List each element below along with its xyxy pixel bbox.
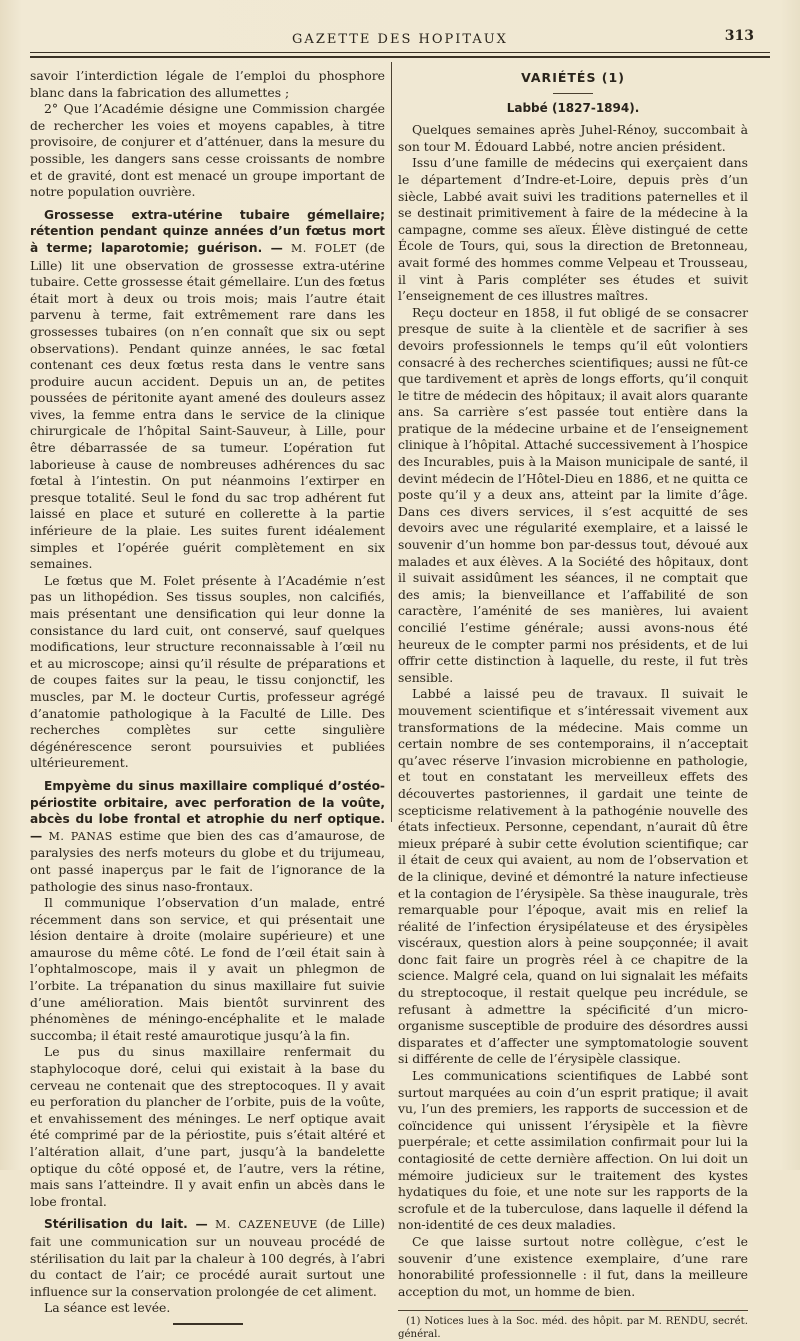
article-title: Empyème du sinus maxillaire compliqué d’ostéo-périostite orbitaire, avec perforation de la voûte, abcès du lobe frontal et atrophie du nerf optique. — bbox=[30, 778, 385, 843]
article-text: (de Lille) lit une observation de grossesse extra-utérine tubaire. Cette grossesse était gémellaire. L’un des fœtus était mort à deux ou trois mois; mais l’autre était parvenu à terme, fait extrêmement rare dans les grossesses tubaires (on n’en connaît que six ou sept observations). Pendant quinze années, le sac fœtal contenant ces deux fœtus resta dans le ventre sans produire aucun accident. Depuis un an, de petites poussées de péritonite ayant amené des douleurs assez vives, la femme entra dans le service de la clinique chirurgicale de l’hôpital Saint-Sauveur, à Lille, pour être débarrassée de sa tumeur. L’opération fut laborieuse à cause de nombreuses adhérences du sac fœtal à l’intestin. On put néanmoins l’extirper en presque totalité. Seul le fond du sac trop adhérent fut laissé en place et suturé en collerette à la partie inférieure de la plaie. Les suites furent idéalement simples et l’opérée guérit complètement en six semaines. bbox=[30, 239, 386, 572]
article-text: (de Lille) fait une communication sur un nouveau procédé de stérilisation du lait par la chaleur à 100 degrés, à l’abri du contact de l’air; ce procédé aurait surtout une influence sur la conservation prolongée de cet aliment. bbox=[30, 1216, 385, 1299]
column-divider bbox=[391, 62, 392, 822]
footnote-rule bbox=[398, 1310, 748, 1311]
article-empyeme bbox=[30, 778, 385, 895]
section-rule bbox=[553, 93, 593, 94]
page-number: 313 bbox=[724, 28, 754, 44]
article-paragraph: Il communique l’observation d’un malade, entré récemment dans son service, et qui présentait une lésion dentaire à droite (molaire supérieure) et une amaurose du même côté. Le fond de l’œil était sain à l’ophtalmoscope, mais il y avait un phlegmon de l’orbite. La trépanation du sinus maxillaire fut suivie d’une amélioration. Mais bientôt survinrent des phénomènes de méningo-encéphalite et le malade succomba; il était resté amaurotique jusqu’à la fin. bbox=[30, 895, 385, 1043]
left-column bbox=[30, 68, 385, 1325]
article-text: estime que bien des cas d’amaurose, de paralysies des nerfs moteurs du globe et du trijumeau, ont passé inaperçus par le fait de l’ignorance de la pathologie des sinus naso-frontaux. bbox=[30, 827, 385, 894]
obituary-paragraph: Ce que laisse surtout notre collègue, c’est le souvenir d’une existence exemplaire, d’une rare honorabilité professionnelle : il fut, dans la meilleure acception du mot, un homme de bien. bbox=[398, 1233, 748, 1299]
right-column bbox=[398, 68, 748, 1341]
obituary-paragraph: Labbé a laissé peu de travaux. Il suivait le mouvement scientifique et s’intéressait vivement aux transformations de la médecine. Mais comme un certain nombre de ses contemporains, il n’acceptait qu’avec réserve l’invasion microbienne en pathologie, et tout en constatant les merveilleux effets des découvertes pastoriennes, il gardait une teinte de scepticisme relativement à la pathogénie nouvelle des états infectieux. Personne, cependant, n’aurait dû être mieux préparé à subir cette évolution scientifique; car il était de ceux qui avaient, au nom de l’observation et de la clinique, deviné et démontré la nature infectieuse et la contagion de l’érysipèle. Sa thèse inaugurale, très remarquable pour l’époque, avait mis en relief la réalité de l’infection érysipélateuse et des érysipèles viscéraux, question alors à peine soupçonnée; il avait donc fait faire un progrès réel à ce chapitre de la science. Malgré cela, quand on lui signalait les méfaits du streptocoque, il restait quelque peu incrédule, se refusant à admettre la spécificité d’un micro-organisme susceptible de produire des désordres aussi disparates et d’affecter une symptomatologie souvent si différente de celle de l’érysipèle classique. bbox=[398, 686, 748, 1067]
article-grossesse bbox=[30, 207, 385, 573]
header-rule-thick bbox=[30, 56, 770, 58]
article-paragraph: Le pus du sinus maxillaire renfermait du staphylocoque doré, celui qui existait à la base du cerveau ne contenait que des streptocoques. Il y avait eu perforation du plancher de l’orbite, puis de la voûte, et envahissement des méninges. Le nerf optique avait été comprimé par de la périostite, puis s’était altéré et l’altération allait, d’une part, jusqu’à la bandelette optique du côté opposé et, de l’autre, vers la rétine, mais sans l’atteindre. Il y avait enfin un abcès dans le lobe frontal. bbox=[30, 1044, 385, 1209]
header-rule bbox=[30, 52, 770, 53]
intro-paragraph-1: savoir l’interdiction légale de l’emploi du phosphore blanc dans la fabrication des allumettes ; bbox=[30, 68, 385, 100]
running-head bbox=[30, 28, 770, 50]
obituary-paragraph: Reçu docteur en 1858, il fut obligé de se consacrer presque de suite à la clientèle et de sacrifier à ses devoirs professionnels le temps qu’il eût volontiers consacré à des recherches scientifiques; aussi ne fût-ce que tardivement et après de longs efforts, qu’il conquit le titre de médecin des hôpitaux; il avait alors quarante ans. Sa carrière s’est passée tout entière dans la pratique de la médecine urbaine et de l’enseignement clinique à l’hôpital. Attaché successivement à l’hospice des Incurables, puis à la Maison municipale de santé, il devint médecin de l’Hôtel-Dieu en 1886, et ne quitta ce poste qu’il y a deux ans, atteint par la limite d’âge. Dans ces divers services, il s’est acquitté de ses devoirs avec une régularité exemplaire, et a laissé le souvenir d’un homme bon par-dessus tout, dévoué aux malades et aux élèves. A la Société des hôpitaux, dont il suivait assidûment les séances, il ne comptait que des amis; la bienveillance et l’affabilité de son caractère, l’aménité de ses manières, lui avaient concilié l’estime générale; aussi avons-nous été heureux de le compter parmi nos présidents, et de lui offrir cette distinction à laquelle, du reste, il fut très sensible. bbox=[398, 304, 748, 685]
obituary-paragraph: Les communications scientifiques de Labbé sont surtout marquées au coin d’un esprit pratique; il avait vu, l’un des premiers, les rapports de succession et de coïncidence qui unissent l’érysipèle et la fièvre puerpérale; et cette assimilation confirmait pour lui la contagiosité de cette dernière affection. On lui doit un mémoire judicieux sur le traitement des kystes hydatiques du foie, et une note sur les rapports de la scrofule et de la tuberculose, dans laquelle il défend la non-identité de ces deux maladies. bbox=[398, 1068, 748, 1233]
article-author: M. FOLET bbox=[290, 241, 357, 255]
closing-line: La séance est levée. bbox=[44, 1300, 171, 1316]
obituary-paragraph: Quelques semaines après Juhel-Rénoy, succombait à son tour M. Édouard Labbé, notre ancien président. bbox=[398, 122, 748, 154]
section-heading: VARIÉTÉS (1) bbox=[521, 70, 625, 85]
footnote: (1) Notices lues à la Soc. méd. des hôpit. par M. RENDU, secrét. général. bbox=[398, 1316, 748, 1341]
article-paragraph: Le fœtus que M. Folet présente à l’Académie n’est pas un lithopédion. Ses tissus souples, non calcifiés, mais présentant une densification qui leur donne la consistance du lard cuit, ont conservé, sauf quelques modifications, leur structure reconnaissable à l’œil nu et au microscope; ainsi qu’il résulte de préparations et de coupes faites sur la peau, le tissu conjonctif, les muscles, par M. le docteur Curtis, professeur agrégé d’anatomie pathologique à la Faculté de Lille. Des recherches complètes sur cette singulière dégénérescence seront poursuivies et publiées ultérieurement. bbox=[30, 572, 385, 771]
article-sterilisation bbox=[30, 1216, 385, 1300]
article-author: M. CAZENEUVE bbox=[215, 1218, 318, 1232]
article-title: Stérilisation du lait. — bbox=[44, 1217, 208, 1232]
running-title: GAZETTE DES HOPITAUX bbox=[292, 32, 508, 47]
article-author: M. PANAS bbox=[48, 829, 113, 843]
end-ornament bbox=[173, 1323, 243, 1325]
obituary-paragraph: Issu d’une famille de médecins qui exerçaient dans le département d’Indre-et-Loire, depuis près d’un siècle, Labbé avait suivi les traditions paternelles et il se destinait primitivement à faire de la médecine à la campagne, comme ses aïeux. Élève distingué de cette École de Tours, qui, sous la direction de Bretonneau, avait formé des hommes comme Velpeau et Trousseau, il vint à Paris compléter ses études et suivit l’enseignement de ces illustres maîtres. bbox=[398, 155, 748, 304]
section-subheading: Labbé (1827-1894). bbox=[506, 100, 640, 115]
intro-paragraph-2: 2° Que l’Académie désigne une Commission chargée de rechercher les voies et moyens capables, à titre provisoire, de conjurer et d’atténuer, dans la mesure du possible, les dangers sans cesse croissants de nombre et de gravité, dont est menacé un groupe important de notre population ouvrière. bbox=[30, 101, 385, 200]
article-title: Grossesse extra-utérine tubaire gémellaire; rétention pendant quinze années d’un fœtus mort à terme; laparotomie; guérison. — bbox=[30, 207, 385, 255]
